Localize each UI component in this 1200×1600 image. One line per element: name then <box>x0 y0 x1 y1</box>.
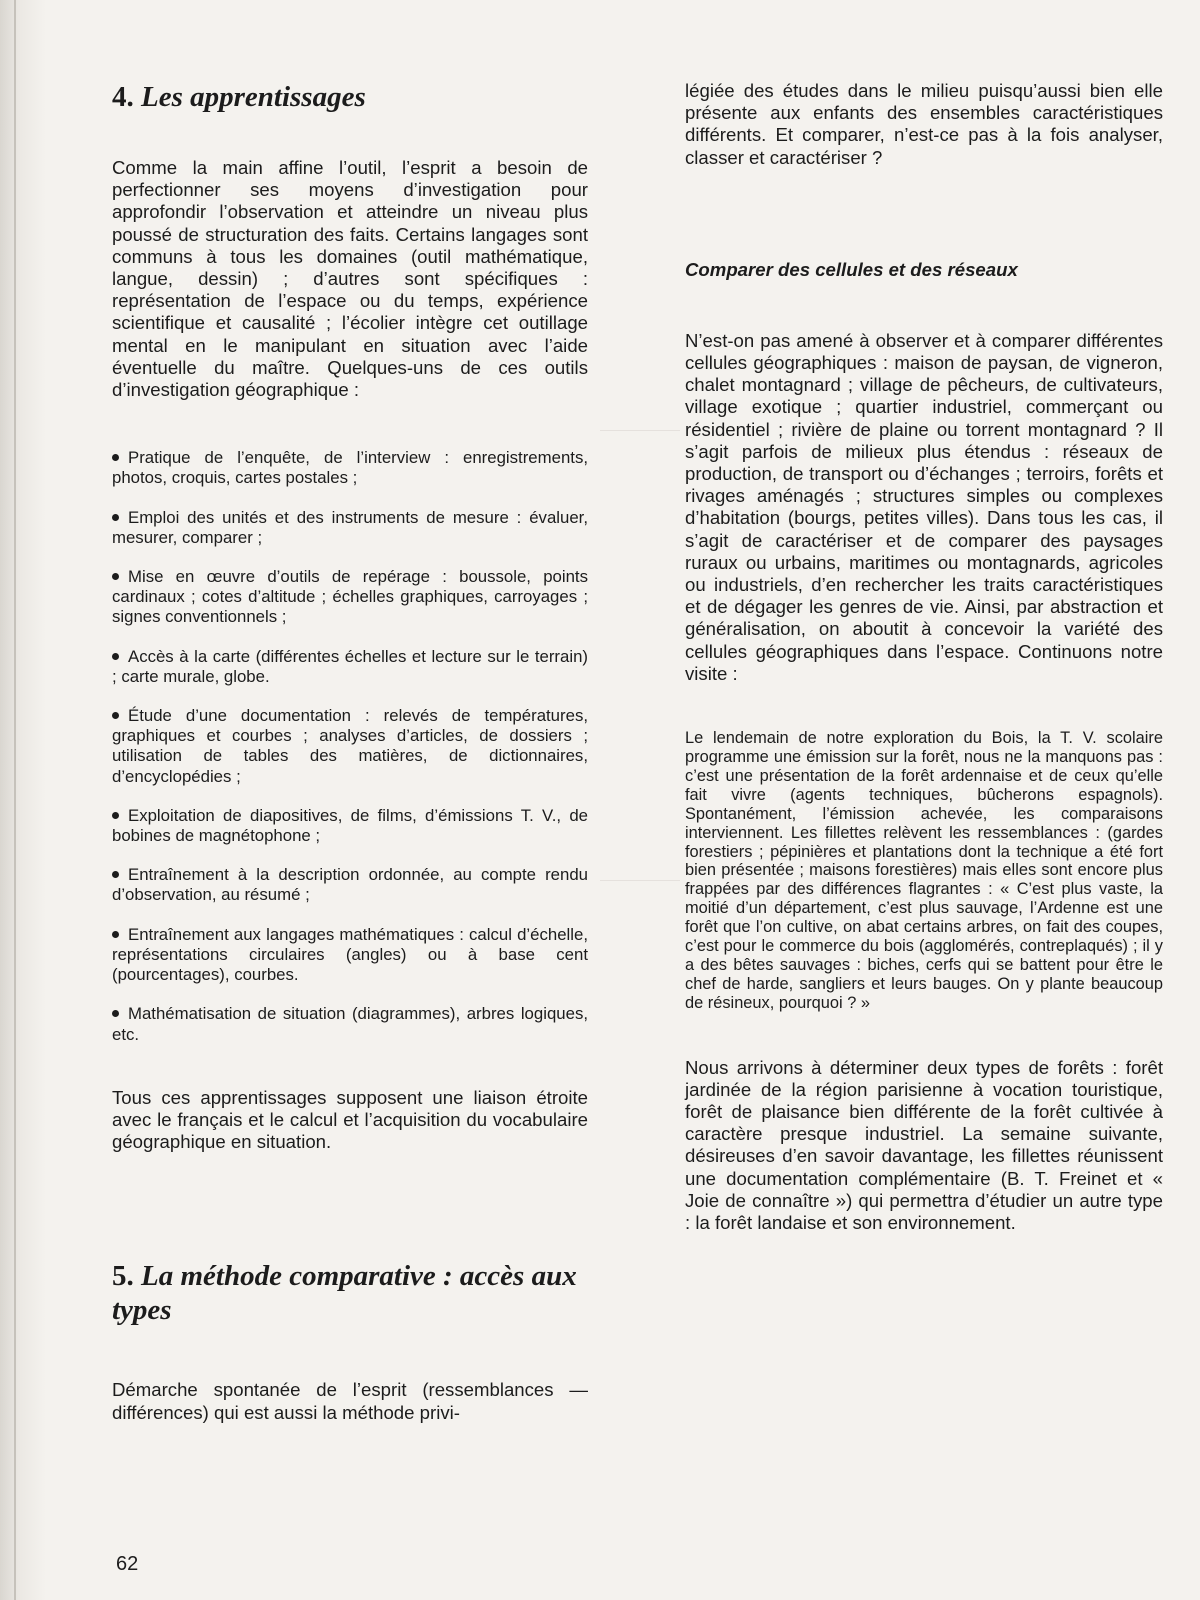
conclusion-paragraph: Tous ces apprentissages supposent une liaison étroite avec le français et le calcul et l’acquisition du vocabulaire géographique en situation. <box>112 1086 588 1153</box>
section-heading-5 <box>112 1259 588 1327</box>
bullet-text: Mathématisation de situation (diagrammes), arbres logiques, etc. <box>112 1004 588 1044</box>
bullet-text: Mise en œuvre d’outils de repérage : boussole, points cardinaux ; cotes d’altitude ; échelles graphiques, carroyages ; signes conventionnels ; <box>112 567 588 627</box>
bullet-text: Entraînement aux langages mathématiques : calcul d’échelle, représentations circulaires (angles) ou à base cent (pourcentages), courbes. <box>112 924 588 985</box>
section-title: La méthode comparative : accès aux types <box>112 1260 577 1327</box>
bullet-text: Exploitation de diapositives, de films, d’émissions T. V., de bobines de magnétophone ; <box>112 805 588 846</box>
bullet-icon <box>112 514 119 521</box>
section5-intro-paragraph: Démarche spontanée de l’esprit (ressemblances — différences) qui est aussi la méthode privi- <box>112 1379 588 1423</box>
continuation-paragraph: légiée des études dans le milieu puisqu’aussi bien elle présente aux enfants des ensembles caractéristiques différents. Et comparer, n’est-ce pas à la fois analyser, classer et caractériser ? <box>685 80 1163 168</box>
section-number: 4. <box>112 81 134 113</box>
intro-paragraph: Comme la main affine l’outil, l’esprit a besoin de perfectionner ses moyens d’investigation pour approfondir l’observation et atteindre un niveau plus poussé de structuration des faits. Certains langages sont communs à tous les domaines (outil mathématique, langue, dessin) ; d’autres sont spécifiques : représentation de l’espace ou du temps, expérience scientifique et causalité ; l’écolier intègre cet outillage mental en le manipulant en situation avec l’aide éventuelle du maître. Quelques-uns de ces outils d’investigation géographique : <box>112 157 588 401</box>
bullet-item <box>112 706 588 787</box>
bullet-icon <box>112 712 119 719</box>
closing-paragraph: Nous arrivons à déterminer deux types de forêts : forêt jardinée de la région parisienne à vocation touristique, forêt de plaisance bien différente de la forêt cultivée à caractère presque industriel. La semaine suivante, désireuses d’en savoir davantage, les fillettes réunissent une documentation complémentaire (B. T. Freinet et « Joie de connaître ») qui permettra d’étudier un autre type : la forêt landaise et son environnement. <box>685 1056 1163 1234</box>
bullet-item <box>112 647 588 687</box>
bullet-icon <box>112 931 119 938</box>
bullet-text: Étude d’une documentation : relevés de températures, graphiques et courbes ; analyses d’articles, de dossiers ; utilisation de tables des matières, de dictionnaires, d’encyclopédies ; <box>112 706 588 786</box>
bullet-icon <box>112 1010 119 1017</box>
bullet-text: Pratique de l’enquête, de l’interview : enregistrements, photos, croquis, cartes postales ; <box>112 448 588 488</box>
page-number: 62 <box>116 1553 139 1575</box>
bullet-icon <box>112 454 119 461</box>
bleed-through <box>600 430 680 431</box>
bullet-icon <box>112 812 119 819</box>
bullet-item <box>112 508 588 548</box>
bullet-item <box>112 567 588 628</box>
bleed-through <box>600 880 680 881</box>
left-column <box>112 80 588 1424</box>
right-column <box>685 80 1163 1234</box>
bullet-text: Emploi des unités et des instruments de mesure : évaluer, mesurer, comparer ; <box>112 507 588 547</box>
quoted-account: Le lendemain de notre exploration du Bois, la T. V. scolaire programme une émission sur la forêt, nous ne la manquons pas : c’est une présentation de la forêt ardennaise et de ceux qu’elle fait vivre (agents techniques, bûcherons espagnols). Spontanément, l’émission achevée, les comparaisons interviennent. Les fillettes relèvent les ressemblances : (gardes forestiers ; pépinières et plantations dont la technique a été fort bien présentée ; maisons forestières) mais elles sont encore plus frappées par des différences flagrantes : « C’est plus vaste, la moitié d’un département, c’est plus sauvage, l’Ardenne est une forêt que l’on cultive, on abat certains arbres, on fait des coupes, c’est pour le commerce du bois (agglomérés, contreplaqués) ; il y a des bêtes sauvages : biches, cerfs qui se battent pour être le chef de harde, sangliers et leurs bauges. On y plante beaucoup de résineux, pourquoi ? » <box>685 729 1163 1012</box>
bullet-icon <box>112 871 119 878</box>
body-paragraph: N’est-on pas amené à observer et à comparer différentes cellules géographiques : maison de paysan, de vigneron, chalet montagnard ; village de pêcheurs, de cultivateurs, village exotique ; quartier industriel, commerçant ou résidentiel ; rivière de plaine ou torrent montagnard ? Il s’agit parfois de milieux plus étendus : réseaux de production, de transport ou d’échanges ; terroirs, forêts et rivages aménagés ; structures simples ou complexes d’habitation (bourgs, petites villes). Dans tous les cas, il s’agit de caractériser et de comparer des paysages ruraux ou urbains, maritimes ou montagnards, agricoles ou industriels, d’en rechercher les traits caractéristiques et de dégager les genres de vie. Ainsi, par abstraction et généralisation, on aboutit à concevoir la variété des cellules géographiques dans l’espace. Continuons notre visite : <box>685 329 1163 684</box>
bullet-text: Entraînement à la description ordonnée, au compte rendu d’observation, au résumé ; <box>112 865 588 905</box>
subheading: Comparer des cellules et des réseaux <box>685 258 1018 280</box>
section-heading-4 <box>112 80 588 114</box>
bullet-item <box>112 865 588 905</box>
section-title: Les apprentissages <box>141 81 366 113</box>
bullet-item <box>112 806 588 846</box>
section-number: 5. <box>112 1260 134 1293</box>
bullet-item <box>112 1004 588 1044</box>
bullet-item <box>112 448 588 488</box>
bullet-text: Accès à la carte (différentes échelles et lecture sur le terrain) ; carte murale, globe. <box>112 646 588 686</box>
bullet-icon <box>112 653 119 660</box>
bullet-icon <box>112 573 119 580</box>
bullet-item <box>112 925 588 986</box>
page-binding-edge <box>0 0 46 1600</box>
